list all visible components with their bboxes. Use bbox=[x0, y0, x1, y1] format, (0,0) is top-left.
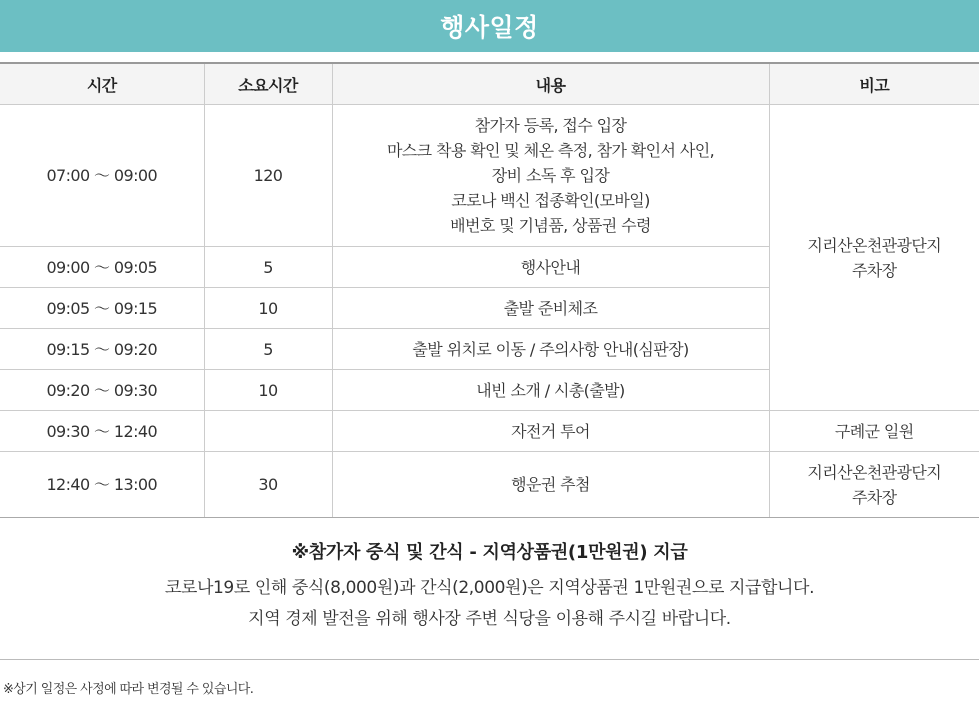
note-line: 주차장 bbox=[851, 487, 897, 507]
content-line: 참가자 등록, 접수 입장 bbox=[474, 116, 627, 135]
duration-cell bbox=[204, 411, 332, 452]
schedule-table bbox=[0, 62, 979, 518]
content-line: 코로나 백신 접종확인(모바일) bbox=[451, 191, 650, 210]
duration-cell: 5 bbox=[204, 247, 332, 288]
duration-cell: 30 bbox=[204, 452, 332, 518]
time-cell: 09:00 ～ 09:05 bbox=[0, 247, 204, 288]
time-cell: 09:15 ～ 09:20 bbox=[0, 329, 204, 370]
header-duration: 소요시간 bbox=[204, 63, 332, 105]
footnote: ※상기 일정은 사정에 따라 변경될 수 있습니다. bbox=[3, 682, 254, 697]
duration-cell: 10 bbox=[204, 288, 332, 329]
table-row bbox=[0, 452, 979, 518]
note-line: 주차장 bbox=[851, 260, 897, 280]
content-cell: 행운권 추첨 bbox=[332, 452, 769, 518]
table-row bbox=[0, 411, 979, 452]
content-line: 배번호 및 기념품, 상품권 수령 bbox=[450, 216, 651, 235]
time-cell: 09:30 ～ 12:40 bbox=[0, 411, 204, 452]
content-cell: 내빈 소개 / 시총(출발) bbox=[332, 370, 769, 411]
content-cell bbox=[332, 105, 769, 247]
content-cell: 출발 위치로 이동 / 주의사항 안내(심판장) bbox=[332, 329, 769, 370]
note-line: 지리산온천관광단지 bbox=[807, 462, 942, 482]
duration-cell: 120 bbox=[204, 105, 332, 247]
duration-cell: 5 bbox=[204, 329, 332, 370]
content-line: 마스크 착용 확인 및 체온 측정, 참가 확인서 사인, bbox=[386, 141, 715, 160]
time-cell: 12:40 ～ 13:00 bbox=[0, 452, 204, 518]
meal-notice bbox=[0, 538, 979, 635]
time-cell: 07:00 ～ 09:00 bbox=[0, 105, 204, 247]
table-header-row bbox=[0, 63, 979, 105]
note-cell bbox=[769, 105, 979, 411]
header-note: 비고 bbox=[769, 63, 979, 105]
notice-heading: ※참가자 중식 및 간식 - 지역상품권(1만원권) 지급 bbox=[291, 542, 688, 563]
header-content: 내용 bbox=[332, 63, 769, 105]
content-cell: 행사안내 bbox=[332, 247, 769, 288]
header-time: 시간 bbox=[0, 63, 204, 105]
note-cell bbox=[769, 452, 979, 518]
content-cell: 출발 준비체조 bbox=[332, 288, 769, 329]
note-line: 지리산온천관광단지 bbox=[807, 235, 942, 255]
notice-line: 지역 경제 발전을 위해 행사장 주변 식당을 이용해 주시길 바랍니다. bbox=[248, 609, 731, 629]
notice-line: 코로나19로 인해 중식(8,000원)과 간식(2,000원)은 지역상품권 1만원권으로 지급합니다. bbox=[164, 578, 815, 598]
note-cell: 구례군 일원 bbox=[769, 411, 979, 452]
page-title: 행사일정 bbox=[440, 13, 539, 42]
content-line: 장비 소독 후 입장 bbox=[491, 166, 610, 185]
table-row bbox=[0, 105, 979, 247]
content-cell: 자전거 투어 bbox=[332, 411, 769, 452]
title-bar bbox=[0, 0, 979, 52]
divider bbox=[0, 659, 979, 660]
time-cell: 09:20 ～ 09:30 bbox=[0, 370, 204, 411]
duration-cell: 10 bbox=[204, 370, 332, 411]
time-cell: 09:05 ～ 09:15 bbox=[0, 288, 204, 329]
